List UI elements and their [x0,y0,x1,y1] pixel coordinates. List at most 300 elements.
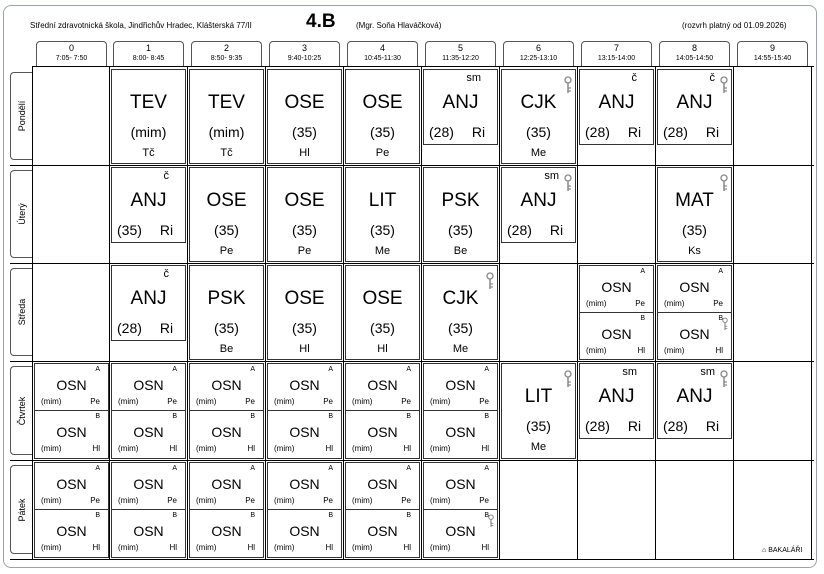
lesson-cell[interactable] [111,265,186,341]
grid-line [811,66,812,560]
subject: OSN [289,476,320,492]
group: Ri [705,124,720,140]
teacher: Pe [635,299,645,308]
group: (mim) [196,496,217,505]
bakalari-logo-icon: ⌂ [762,547,767,554]
group: (35) [526,418,551,434]
teacher: Be [453,245,468,257]
group: (mim) [586,345,607,355]
group-code: B [172,512,177,519]
grid-line [32,66,33,560]
lesson-cell[interactable] [267,363,342,459]
grid-line [577,66,578,560]
change-marker: č [163,268,169,280]
subject: TEV [208,92,245,113]
teacher: Pe [167,397,177,406]
subject: ANJ [676,92,713,113]
subject: ANJ [442,92,479,113]
lesson-half[interactable] [112,364,185,411]
teacher: Ks [688,245,701,257]
period-time: 8:50- 9:35 [210,55,243,62]
subject: PSK [207,288,246,309]
lesson-half[interactable] [35,411,108,458]
subject: LIT [524,386,553,407]
key-icon [720,76,728,94]
subject: OSN [445,523,476,539]
teacher: Pe [167,496,177,505]
day-name: Středa [16,298,27,326]
lesson-half[interactable] [190,510,263,557]
teacher: Hl [169,444,177,453]
subject: OSE [362,92,403,113]
period-time: 12:25-13:10 [519,55,558,62]
group-code: B [484,512,489,519]
period-header [191,41,262,66]
period-number: 4 [379,43,385,53]
teacher: Pe [479,496,489,505]
teacher: Pe [219,245,234,257]
grid-line [421,66,422,560]
lesson-half[interactable] [580,313,653,360]
group: (35) [526,124,551,140]
teacher: Hl [403,444,411,453]
day-name: Úterý [16,203,27,225]
lesson-cell[interactable] [111,167,186,243]
day-name: Čtvrtek [16,396,27,425]
lesson-half[interactable] [35,510,108,557]
subject: ANJ [598,386,635,407]
period-number: 8 [691,43,697,53]
teacher: Hl [247,543,255,552]
group: (35) [682,222,707,238]
teacher: Hl [715,345,723,355]
group: (mim) [41,444,62,453]
lesson-cell[interactable] [267,167,342,262]
teacher: Tč [142,147,155,159]
lesson-half[interactable] [346,411,419,458]
group: (mim) [664,345,685,355]
group: (mim) [352,496,373,505]
group: (mim) [118,543,139,552]
teacher: Pe [245,397,255,406]
subject: OSN [289,377,320,393]
period-number: 3 [301,43,307,53]
lesson-cell[interactable] [189,69,264,164]
period-header [269,41,340,66]
group: (mim) [430,543,451,552]
lesson-half[interactable] [112,510,185,557]
group-code: A [718,268,723,275]
day-name: Pondělí [16,100,27,132]
school-name: Střední zdravotnická škola, Jindřichův Hradec, Klášterská 77/II [30,21,252,30]
grid-line [32,66,814,67]
period-number: 7 [613,43,619,53]
lesson-cell[interactable] [579,69,654,145]
group-code: B [484,413,489,420]
group-code: B [250,413,255,420]
period-time: 13:15-14:00 [597,55,636,62]
period-header [737,41,808,66]
day-label [10,72,32,160]
teacher: Hl [481,543,489,552]
subject: OSN [211,424,242,440]
group: Ri [159,320,174,336]
period-header [659,41,730,66]
grid-line [10,165,814,166]
subject: OSN [133,476,164,492]
subject: OSN [679,279,710,295]
subject: OSN [289,424,320,440]
group-code: A [95,366,100,373]
group: Ri [471,124,486,140]
room: (35) [117,222,142,238]
subject: OSN [601,325,632,342]
subject: OSE [284,288,325,309]
lesson-cell[interactable] [423,167,498,262]
class-name: 4.B [306,11,336,32]
lesson-half[interactable] [658,266,731,313]
group: (mim) [352,444,373,453]
change-marker: č [163,170,169,182]
subject: OSN [211,523,242,539]
change-marker: č [631,72,637,84]
group-code: B [718,314,723,322]
subject: OSN [367,523,398,539]
room: (28) [507,222,532,238]
subject: ANJ [598,92,635,113]
group: (mim) [130,124,167,140]
lesson-half[interactable] [268,364,341,411]
lesson-half[interactable] [346,510,419,557]
teacher: Hl [92,543,100,552]
lesson-cell[interactable] [189,462,264,558]
lesson-cell[interactable] [345,363,420,459]
lesson-cell[interactable] [423,462,498,558]
subject: OSN [445,377,476,393]
teacher: Be [219,343,234,355]
lesson-half[interactable] [268,510,341,557]
lesson-cell[interactable] [189,265,264,360]
period-number: 2 [223,43,229,53]
group: (mim) [430,444,451,453]
lesson-cell[interactable] [501,69,576,164]
room: (28) [663,418,688,434]
subject: OSN [367,377,398,393]
lesson-half[interactable] [424,364,497,411]
group-code: A [328,366,333,373]
period-header [113,41,184,66]
day-label [10,465,32,554]
lesson-half[interactable] [424,510,497,557]
lesson-cell[interactable] [345,167,420,262]
lesson-cell[interactable] [657,265,732,360]
group-code: A [250,465,255,472]
lesson-cell[interactable] [34,462,109,558]
lesson-cell[interactable] [423,69,498,145]
group: (mim) [41,496,62,505]
group: (mim) [430,496,451,505]
period-number: 1 [145,43,151,53]
key-icon [720,174,728,192]
teacher: Hl [299,343,310,355]
period-header [425,41,496,66]
period-header [503,41,574,66]
group: (mim) [118,496,139,505]
teacher: Pe [713,299,723,308]
group: (35) [292,222,317,238]
group: (35) [214,320,239,336]
subject: LIT [368,190,397,211]
group: (mim) [430,397,451,406]
subject: ANJ [676,386,713,407]
group-code: B [406,413,411,420]
group: (35) [370,124,395,140]
group-code: B [95,413,100,420]
teacher: Pe [245,496,255,505]
lesson-cell[interactable] [267,462,342,558]
lesson-cell[interactable] [657,167,732,262]
lesson-half[interactable] [112,411,185,458]
teacher: Pe [375,147,390,159]
lesson-cell[interactable] [423,265,498,360]
lesson-half[interactable] [346,364,419,411]
brand-label: BAKALÁŘI [768,547,803,554]
group: (35) [214,222,239,238]
change-marker: sm [466,72,481,84]
lesson-half[interactable] [268,463,341,510]
group: (35) [292,124,317,140]
group-code: A [640,268,645,275]
period-time: 10:45-11:30 [364,55,401,62]
room: (28) [585,124,610,140]
lesson-cell[interactable] [501,167,576,243]
room: (28) [663,124,688,140]
subject: OSN [133,377,164,393]
day-label [10,268,32,356]
subject: OSN [133,424,164,440]
group: (35) [292,320,317,336]
subject: ANJ [130,288,167,309]
class-teacher: (Mgr. Soňa Hlaváčková) [356,21,442,30]
grid-line [10,263,814,264]
group-code: B [640,314,645,322]
change-marker: č [709,72,715,84]
subject: CJK [520,92,557,113]
lesson-half[interactable] [190,364,263,411]
lesson-cell[interactable] [345,462,420,558]
room: (28) [117,320,142,336]
subject: OSN [367,424,398,440]
group: (mim) [196,397,217,406]
change-marker: sm [544,170,559,182]
lesson-cell[interactable] [267,69,342,164]
group-code: A [172,366,177,373]
group: Ri [549,222,564,238]
group: (mim) [274,444,295,453]
subject: OSN [601,279,632,295]
teacher: Tč [220,147,233,159]
group: (mim) [196,444,217,453]
group-code: B [328,413,333,420]
day-label [10,366,32,455]
group: (mim) [274,543,295,552]
period-time: 11:35-12:20 [442,55,479,62]
lesson-half[interactable] [190,463,263,510]
change-marker: sm [622,366,637,378]
group-code: B [95,512,100,519]
teacher: Hl [92,444,100,453]
teacher: Hl [325,444,333,453]
period-number: 9 [769,43,775,53]
group: (35) [448,320,473,336]
lesson-cell[interactable] [579,265,654,360]
room: (28) [585,418,610,434]
group-code: B [406,512,411,519]
key-icon [564,174,572,192]
group: Ri [705,418,720,434]
group: (mim) [41,543,62,552]
period-time: 7:05- 7:50 [55,55,88,62]
lesson-cell[interactable] [111,363,186,459]
change-marker: sm [700,366,715,378]
lesson-half[interactable] [424,463,497,510]
lesson-half[interactable] [35,364,108,411]
lesson-cell[interactable] [267,265,342,360]
teacher: Me [374,245,391,257]
teacher: Pe [323,397,333,406]
key-icon [720,370,728,388]
teacher: Pe [401,397,411,406]
key-icon [722,317,728,331]
grid-line [499,66,500,560]
group: Ri [627,418,642,434]
subject: OSN [56,476,87,492]
teacher: Pe [323,496,333,505]
lesson-half[interactable] [580,266,653,313]
grid-line [10,559,814,560]
group: (35) [370,320,395,336]
subject: OSN [133,523,164,539]
teacher: Pe [479,397,489,406]
group: Ri [627,124,642,140]
group: Ri [159,222,174,238]
lesson-cell[interactable] [657,363,732,439]
group: (mim) [41,397,62,406]
group-code: A [328,465,333,472]
subject: OSE [284,92,325,113]
group: (mim) [274,397,295,406]
key-icon [486,272,494,290]
day-label [10,170,32,258]
group: (mim) [118,397,139,406]
lesson-half[interactable] [658,313,731,360]
subject: OSN [56,377,87,393]
grid-line [187,66,188,560]
period-number: 5 [457,43,463,53]
lesson-half[interactable] [35,463,108,510]
group: (mim) [352,543,373,552]
teacher: Pe [401,496,411,505]
lesson-cell[interactable] [501,363,576,459]
room: (28) [429,124,454,140]
subject: OSN [445,476,476,492]
teacher: Hl [169,543,177,552]
group-code: B [328,512,333,519]
lesson-cell[interactable] [189,167,264,262]
lesson-cell[interactable] [423,363,498,459]
group: (mim) [118,444,139,453]
subject: ANJ [130,190,167,211]
group: (35) [370,222,395,238]
key-icon [564,370,572,388]
valid-from: (rozvrh platný od 01.09.2026) [682,21,787,30]
group: (mim) [586,299,607,308]
teacher: Hl [299,147,310,159]
subject: OSE [206,190,247,211]
teacher: Hl [325,543,333,552]
lesson-half[interactable] [190,411,263,458]
grid-line [109,66,110,560]
group-code: A [406,465,411,472]
grid-line [10,460,814,461]
lesson-half[interactable] [346,463,419,510]
teacher: Pe [90,397,100,406]
teacher: Me [530,441,547,453]
teacher: Pe [297,245,312,257]
group: (mim) [664,299,685,308]
period-time: 14:05-14:50 [675,55,714,62]
lesson-half[interactable] [112,463,185,510]
lesson-cell[interactable] [345,265,420,360]
grid-line [733,66,734,560]
grid-line [265,66,266,560]
grid-line [343,66,344,560]
lesson-half[interactable] [268,411,341,458]
teacher: Hl [403,543,411,552]
key-icon [488,514,494,528]
period-number: 0 [68,43,74,53]
grid-line [655,66,656,560]
group-code: B [172,413,177,420]
subject: OSE [362,288,403,309]
lesson-cell[interactable] [189,363,264,459]
group-code: B [250,512,255,519]
lesson-half[interactable] [424,411,497,458]
grid-line [10,361,814,362]
group: (mim) [196,543,217,552]
lesson-cell[interactable] [579,363,654,439]
group-code: A [95,465,100,472]
lesson-cell[interactable] [111,69,186,164]
period-time: 8:00- 8:45 [132,55,165,62]
subject: OSN [211,377,242,393]
subject: OSN [445,424,476,440]
teacher: Me [452,343,469,355]
lesson-cell[interactable] [111,462,186,558]
subject: OSN [679,325,710,342]
subject: ANJ [520,190,557,211]
lesson-cell[interactable] [34,363,109,459]
lesson-cell[interactable] [345,69,420,164]
teacher: Pe [90,496,100,505]
period-number: 6 [535,43,541,53]
group-code: A [484,465,489,472]
subject: TEV [130,92,167,113]
lesson-cell[interactable] [657,69,732,145]
subject: MAT [675,190,714,211]
group-code: A [172,465,177,472]
subject: OSN [56,424,87,440]
